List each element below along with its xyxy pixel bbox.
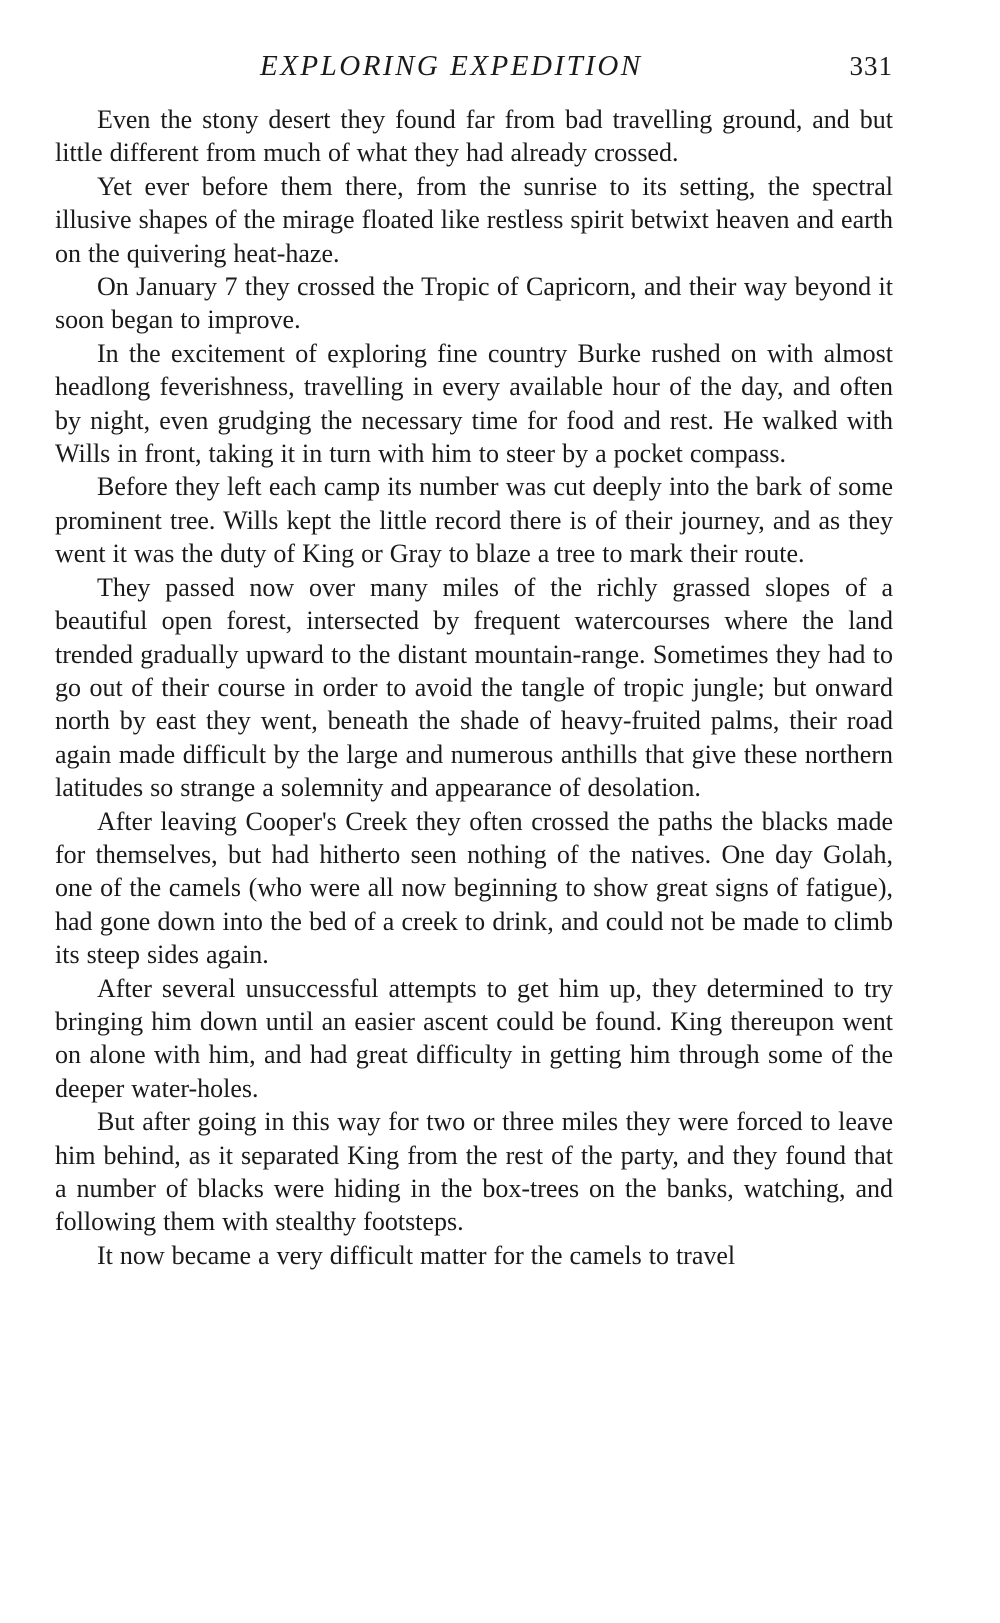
body-text — [55, 103, 893, 1272]
paragraph: They passed now over many miles of the richly grassed slopes of a beautiful open forest, intersected by frequent watercourses where the land trended gradually upward to the distant mountain-range. Sometimes they had to go out of their course in order to avoid the tangle of tropic jungle; but onward north by east they went, beneath the shade of heavy-fruited palms, their road again made difficult by the large and numerous anthills that give these northern latitudes so strange a solemnity and appearance of desolation. — [55, 572, 893, 803]
paragraph: Yet ever before them there, from the sunrise to its setting, the spectral illusive shapes of the mirage floated like restless spirit betwixt heaven and earth on the quivering heat-haze. — [55, 171, 893, 268]
running-title: EXPLORING EXPEDITION — [260, 50, 643, 82]
paragraph: Before they left each camp its number was cut deeply into the bark of some prominent tree. Wills kept the little record there is of their journey, and as they went it was the duty of King or Gray to blaze a tree to mark their route. — [55, 472, 893, 569]
page-number: 331 — [849, 51, 893, 81]
paragraph: Even the stony desert they found far from bad travelling ground, and but little different from much of what they had already crossed. — [55, 105, 893, 168]
paragraph: After several unsuccessful attempts to get him up, they determined to try bringing him down until an easier ascent could be found. King thereupon went on alone with him, and had great difficulty in getting him through some of the deeper water-holes. — [55, 973, 893, 1103]
paragraph-continued: It now became a very difficult matter for the camels to travel — [97, 1240, 736, 1270]
paragraph: But after going in this way for two or three miles they were forced to leave him behind, as it separated King from the rest of the party, and they found that a number of blacks were hiding in the box-trees on the banks, watching, and following them with stealthy footsteps. — [55, 1107, 893, 1237]
paragraph: In the excitement of exploring fine country Burke rushed on with almost headlong feverishness, travelling in every available hour of the day, and often by night, even grudging the necessary time for food and rest. He walked with Wills in front, taking it in turn with him to steer by a pocket compass. — [55, 338, 893, 469]
page-header — [55, 46, 893, 90]
paragraph: On January 7 they crossed the Tropic of Capricorn, and their way beyond it soon began to improve. — [55, 272, 893, 335]
paragraph: After leaving Cooper's Creek they often crossed the paths the blacks made for themselves, but had hitherto seen nothing of the natives. One day Golah, one of the camels (who were all now beginning to show great signs of fatigue), had gone down into the bed of a creek to drink, and could not be made to climb its steep sides again. — [55, 806, 893, 970]
